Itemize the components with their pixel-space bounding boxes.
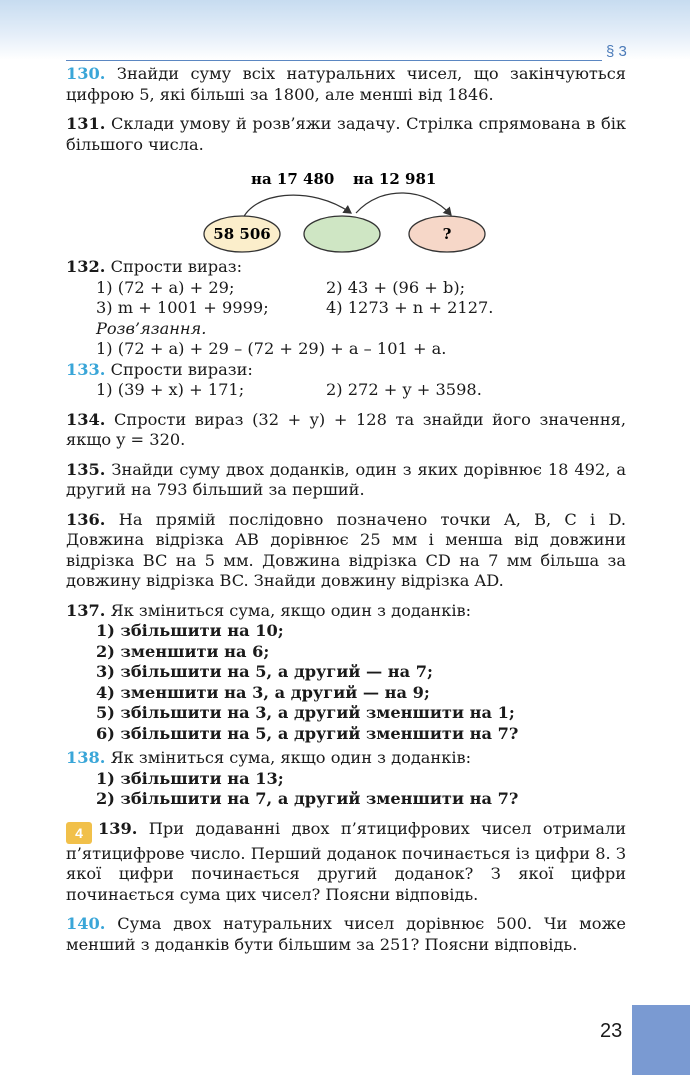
solution-line: 1) (72 + a) + 29 – (72 + 29) + a – 101 + a. [96, 339, 447, 358]
problem-135 [66, 460, 626, 501]
problem-137 [66, 601, 626, 745]
list-item: 2) зменшити на 6; [96, 641, 270, 661]
oval-right-value: ? [442, 225, 452, 243]
problem-text: Спрости вирази: [110, 359, 253, 379]
oval-left-value: 58 506 [213, 225, 271, 243]
top-band [0, 0, 690, 60]
problem-text: Як зміниться сума, якщо один з доданків: [110, 748, 472, 767]
problem-number: 133. [66, 359, 106, 379]
problem-131 [66, 114, 626, 155]
problem-text: Як зміниться сума, якщо один з доданків: [110, 600, 472, 620]
problem-number: 130. [66, 64, 106, 83]
diagram-svg [66, 161, 626, 255]
page-content [66, 64, 626, 955]
number-diagram [66, 161, 626, 255]
problem-text: Спрости вираз (32 + y) + 128 та знайди його значення, якщо y = 320. [66, 409, 626, 449]
section-mark: § 3 [606, 43, 627, 60]
problem-139 [66, 819, 626, 906]
problem-number: 134. [66, 409, 106, 429]
problem-number: 138. [66, 748, 106, 767]
problem-136 [66, 510, 626, 592]
diagram-label-1: на 17 480 [251, 170, 335, 188]
diagram-label-2: на 12 981 [353, 170, 437, 188]
page-corner-box [632, 1005, 690, 1075]
problem-number: 139. [98, 818, 138, 838]
problem-number: 131. [66, 114, 106, 133]
problem-130 [66, 64, 626, 105]
problem-text: Склади умову й розв’яжи задачу. Стрілка спрямована в бік більшого числа. [66, 114, 626, 154]
problem-text: Знайди суму всіх натуральних чисел, що закінчуються цифрою 5, які більші за 1800, але менші від 1846. [66, 64, 626, 104]
list-item: 5) збільшити на 3, а другий зменшити на 1; [96, 703, 515, 722]
item: 2) 43 + (96 + b); [326, 277, 466, 297]
problem-text: При додаванні двох п’ятицифрових чисел отримали п’ятицифрове число. Перший доданок починається із цифри 8. З якої цифри починається другий доданок? З якої цифри починається сума цих чисел? Поясни відповідь. [66, 818, 626, 904]
problem-number: 132. [66, 257, 106, 276]
problem-number: 137. [66, 600, 106, 620]
page-number: 23 [600, 1020, 623, 1042]
arrow-2 [356, 193, 451, 215]
problem-number: 135. [66, 459, 106, 479]
problem-134 [66, 410, 626, 451]
oval-middle [304, 216, 380, 252]
problem-text: Спрости вираз: [110, 257, 243, 276]
item: 2) 272 + y + 3598. [326, 380, 482, 399]
list-item: 4) зменшити на 3, а другий — на 9; [96, 682, 430, 702]
problem-number: 140. [66, 914, 106, 933]
problem-132 [66, 257, 626, 360]
list-item: 1) збільшити на 10; [96, 621, 284, 640]
item: 4) 1273 + n + 2127. [326, 298, 494, 317]
list-item: 2) збільшити на 7, а другий зменшити на 7? [96, 789, 519, 808]
problem-text: Сума двох натуральних чисел дорівнює 500. Чи може менший з доданків бути більшим за 251? Поясни відповідь. [66, 914, 626, 954]
level-badge-icon: 4 [66, 822, 92, 844]
problem-number: 136. [66, 509, 106, 529]
problem-140 [66, 914, 626, 955]
header-rule [66, 60, 602, 61]
item: 1) (39 + x) + 171; [96, 380, 245, 399]
problem-text: На прямій послідовно позначено точки A, B, C і D. Довжина відрізка AB дорівнює 25 мм і менша від довжини відрізка BC на 5 мм. Довжина відрізка CD на 7 мм більша за довжину відрізка BC. Знайди довжину відрізка AD. [66, 509, 626, 590]
problem-133 [66, 360, 626, 401]
list-item: 3) збільшити на 5, а другий — на 7; [96, 662, 434, 681]
solution-label: Розв’язання. [96, 318, 207, 338]
item: 1) (72 + a) + 29; [96, 277, 235, 297]
problem-text: Знайди суму двох доданків, один з яких дорівнює 18 492, а другий на 793 більший за перший. [66, 459, 626, 499]
list-item: 6) збільшити на 5, а другий зменшити на 7? [96, 723, 519, 743]
problem-138 [66, 748, 626, 810]
list-item: 1) збільшити на 13; [96, 768, 284, 788]
item: 3) m + 1001 + 9999; [96, 298, 269, 317]
